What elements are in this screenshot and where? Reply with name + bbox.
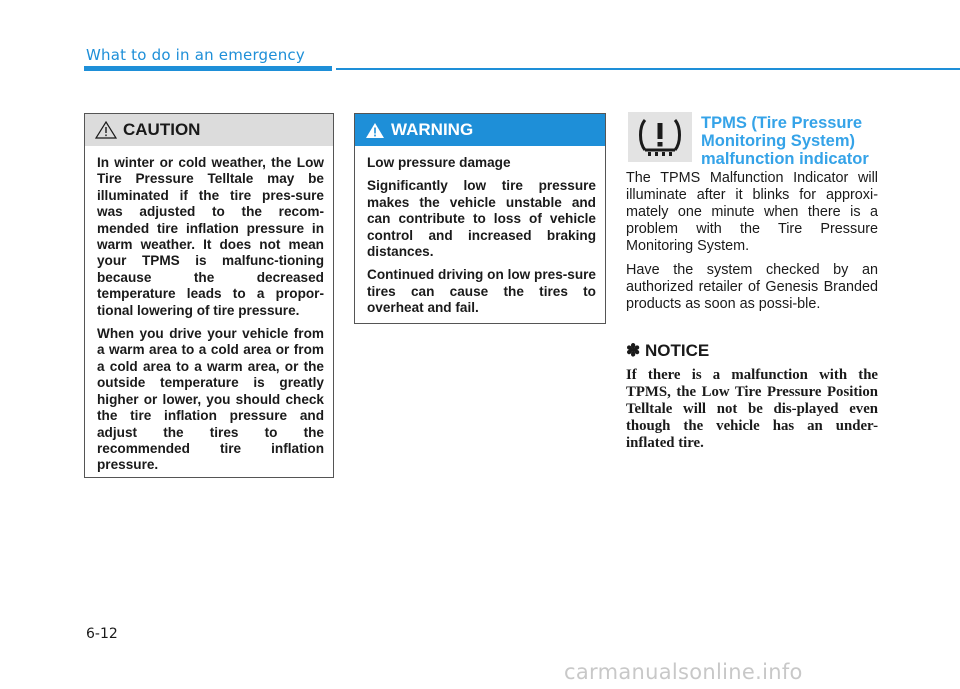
caution-title: CAUTION xyxy=(123,120,201,139)
tpms-paragraph: Have the system checked by an authorized retailer of Genesis Branded products as soon as possi-ble. xyxy=(626,262,878,312)
section-title: What to do in an emergency xyxy=(86,46,305,64)
warning-triangle-icon xyxy=(365,122,385,139)
header-rule-thick xyxy=(84,66,332,71)
warning-body xyxy=(355,146,605,327)
warning-header xyxy=(355,114,605,146)
tpms-heading: TPMS (Tire Pressure Monitoring System) malfunction indicator xyxy=(701,114,869,168)
caution-header xyxy=(85,114,333,146)
caution-body xyxy=(85,146,333,484)
warning-paragraph: Continued driving on low pres-sure tires can cause the tires to overheat and fail. xyxy=(367,267,596,316)
warning-box xyxy=(354,113,606,324)
tpms-warning-icon xyxy=(628,112,692,162)
tpms-body xyxy=(626,170,878,320)
page-number: 6-12 xyxy=(86,626,118,642)
warning-title: WARNING xyxy=(391,120,474,139)
caution-paragraph: When you drive your vehicle from a warm area to a cold area or from a cold area to a warm area, or the outside temperature is greatly higher or lower, you should check the tire inflation pressure and adjust the tires to the recommended tire inflation pressure. xyxy=(97,326,324,473)
notice-body: If there is a malfunction with the TPMS, the Low Tire Pressure Position Telltale will not be dis-played even though the vehicle has an under-inflated tire. xyxy=(626,367,878,451)
caution-triangle-icon xyxy=(95,121,117,139)
tpms-paragraph: The TPMS Malfunction Indicator will illuminate after it blinks for approxi-mately one minute when there is a problem with the Tire Pressure Monitoring System. xyxy=(626,170,878,254)
notice-title: ✽ NOTICE xyxy=(626,341,710,360)
caution-paragraph: In winter or cold weather, the Low Tire Pressure Telltale may be illuminated if the tire pres-sure was adjusted to the recom-mended tire inflation pressure in warm weather. It does not mean your TPMS is malfunc-tioning because the decreased temperature leads to a propor-tional lowering of tire pressure. xyxy=(97,155,324,318)
warning-paragraph: Low pressure damage xyxy=(367,155,511,170)
warning-paragraph: Significantly low tire pressure makes the vehicle unstable and can contribute to loss of vehicle control and increased braking distances. xyxy=(367,178,596,260)
caution-box xyxy=(84,113,334,478)
watermark: carmanualsonline.info xyxy=(564,660,803,684)
header-rule-thin xyxy=(336,68,960,70)
